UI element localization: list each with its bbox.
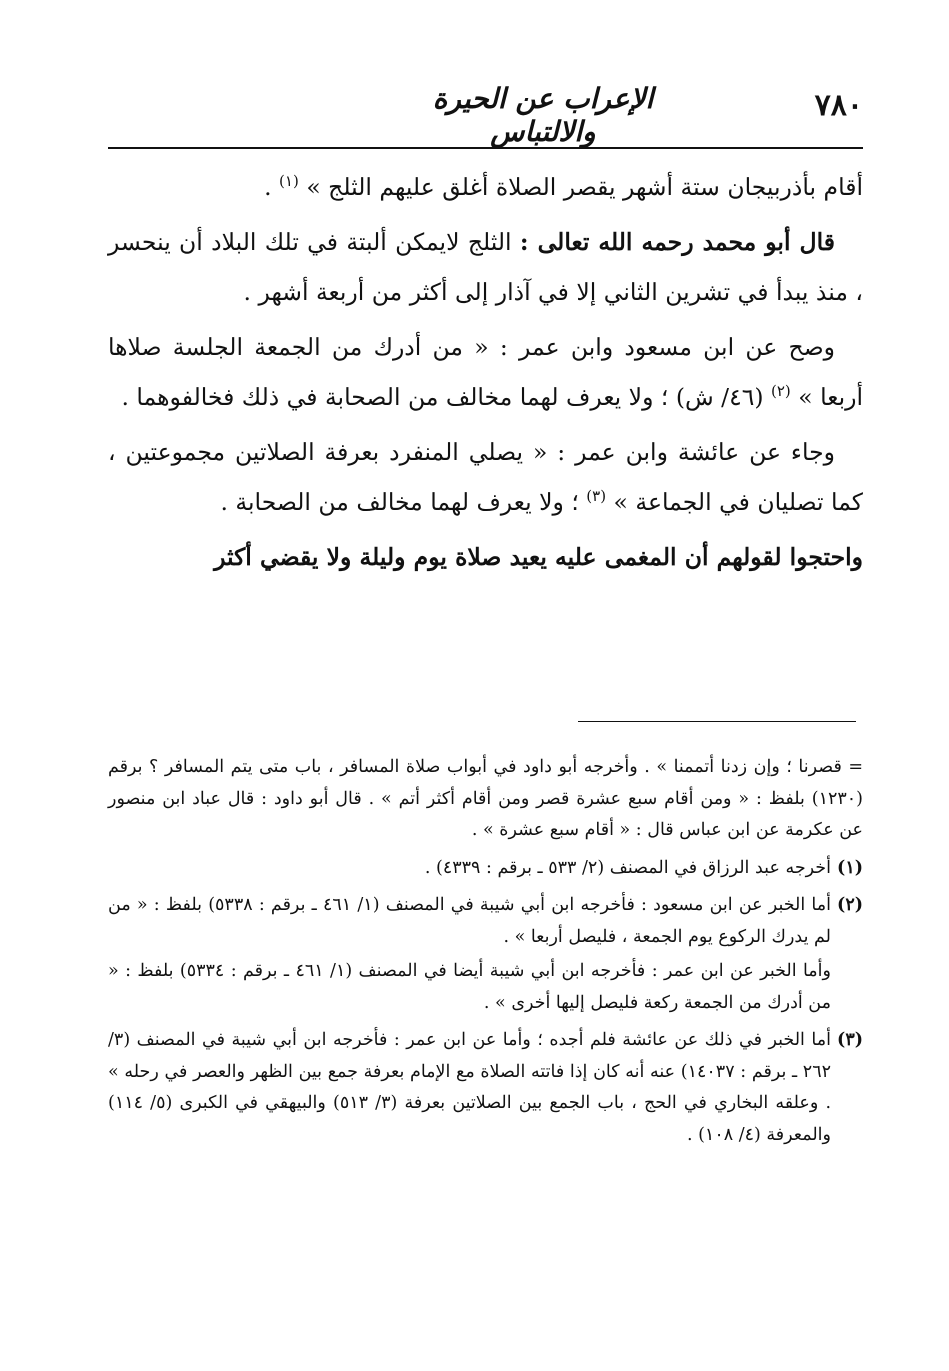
author-statement-lead: قال أبو محمد رحمه الله تعالى : — [519, 228, 835, 256]
footnote-number: (٢) — [837, 895, 863, 915]
footnote-number: (٣) — [837, 1030, 863, 1050]
footnotes — [108, 752, 863, 1151]
page-number: ٧٨٠ — [814, 88, 863, 123]
footnote-2 — [108, 890, 863, 1019]
paragraph-4-text-b: ؛ ولا يعرف لهما مخالف من الصحابة . — [220, 488, 587, 516]
footnote-separator — [578, 721, 856, 722]
page-header — [108, 78, 863, 148]
paragraph-1-text: أقام بأذربيجان ستة أشهر يقصر الصلاة أغلق عليهم الثلج » — [306, 173, 863, 201]
footnote-text: أما الخبر في ذلك عن عائشة فلم أجده ؛ وأما عن ابن عمر : فأخرجه ابن أبي شيبة في المصنف (٣/ ٢٦٢ ـ برقم : ١٤٠٣٧) عنه أنه كان إذا فاتته الصلاة مع الإمام بعرفة جمع بين الظهر والعصر في رحله » . وعلقه البخاري في الحج ، باب الجمع بين الصلاتين بعرفة (٣/ ٥١٣) والبيهقي في الكبرى (٥/ ١١٤) والمعرفة (٤/ ١٠٨) . — [108, 1030, 832, 1145]
paragraph-2 — [108, 217, 863, 317]
paragraph-5 — [108, 532, 863, 582]
paragraph-2-text: الثلج لايمكن ألبتة في تلك البلاد أن ينحسر ، منذ يبدأ في تشرين الثاني إلا في آذار إلى أكثر من أربعة أشهر . — [108, 228, 863, 306]
main-text — [108, 162, 863, 582]
footnote-number: (١) — [837, 857, 863, 878]
footnote-ref-1[interactable]: (١) — [279, 172, 299, 191]
footnote-3 — [108, 1025, 863, 1151]
paragraph-1-end: . — [264, 173, 280, 201]
footnote-text: وأما الخبر عن ابن عمر : فأخرجه ابن أبي شيبة أيضا في المصنف (١/ ٤٦١ ـ برقم : ٥٣٣٤) بلفظ : « من أدرك من الجمعة ركعة فليصل إليها أخرى » . — [108, 961, 831, 1013]
footnote-body — [108, 890, 831, 1019]
header-divider — [108, 147, 863, 149]
running-title: الإعراب عن الحيرة والالتباس — [432, 82, 654, 148]
paragraph-3-text-b: (٤٦/ ش) ؛ ولا يعرف لهما مخالف من الصحابة في ذلك فخالفوهما . — [121, 383, 771, 411]
paragraph-3 — [108, 322, 863, 422]
paragraph-4 — [108, 427, 863, 527]
footnote-text: أما الخبر عن ابن مسعود : فأخرجه ابن أبي شيبة في المصنف (١/ ٤٦١ ـ برقم : ٥٣٣٨) بلفظ : « من لم يدرك الركوع يوم الجمعة ، فليصل أربعا » . — [108, 895, 831, 947]
footnote-body — [108, 853, 831, 885]
footnote-text: أخرجه عبد الرزاق في المصنف (٢/ ٥٣٣ ـ برقم : ٤٣٣٩) . — [424, 857, 831, 878]
footnote-body — [108, 1025, 831, 1151]
paragraph-5-text: واحتجوا لقولهم أن المغمى عليه يعيد صلاة يوم وليلة ولا يقضي أكثر — [214, 543, 863, 571]
footnote-ref-2[interactable]: (٢) — [770, 382, 791, 401]
paragraph-4-text-a: وجاء عن عائشة وابن عمر : « يصلي المنفرد بعرفة الصلاتين مجموعتين ، كما تصليان في الجماعة » — [108, 438, 863, 516]
footnote-ref-3[interactable]: (٣) — [586, 487, 607, 506]
footnote-1 — [108, 853, 863, 885]
paragraph-1 — [108, 162, 863, 212]
footnote-continuation: = قصرنا ؛ وإن زدنا أتممنا » . وأخرجه أبو داود في أبواب صلاة المسافر ، باب متى يتم المسافر ؟ برقم (١٢٣٠) بلفظ : « ومن أقام سبع عشرة قصر ومن أقام أكثر أتم » . قال أبو داود : قال عباد ابن منصور عن عكرمة عن ابن عباس قال : « أقام سبع عشرة » . — [108, 757, 863, 840]
paragraph-3-text-a: وصح عن ابن مسعود وابن عمر : « من أدرك من الجمعة الجلسة صلاها أربعا » — [108, 333, 863, 411]
